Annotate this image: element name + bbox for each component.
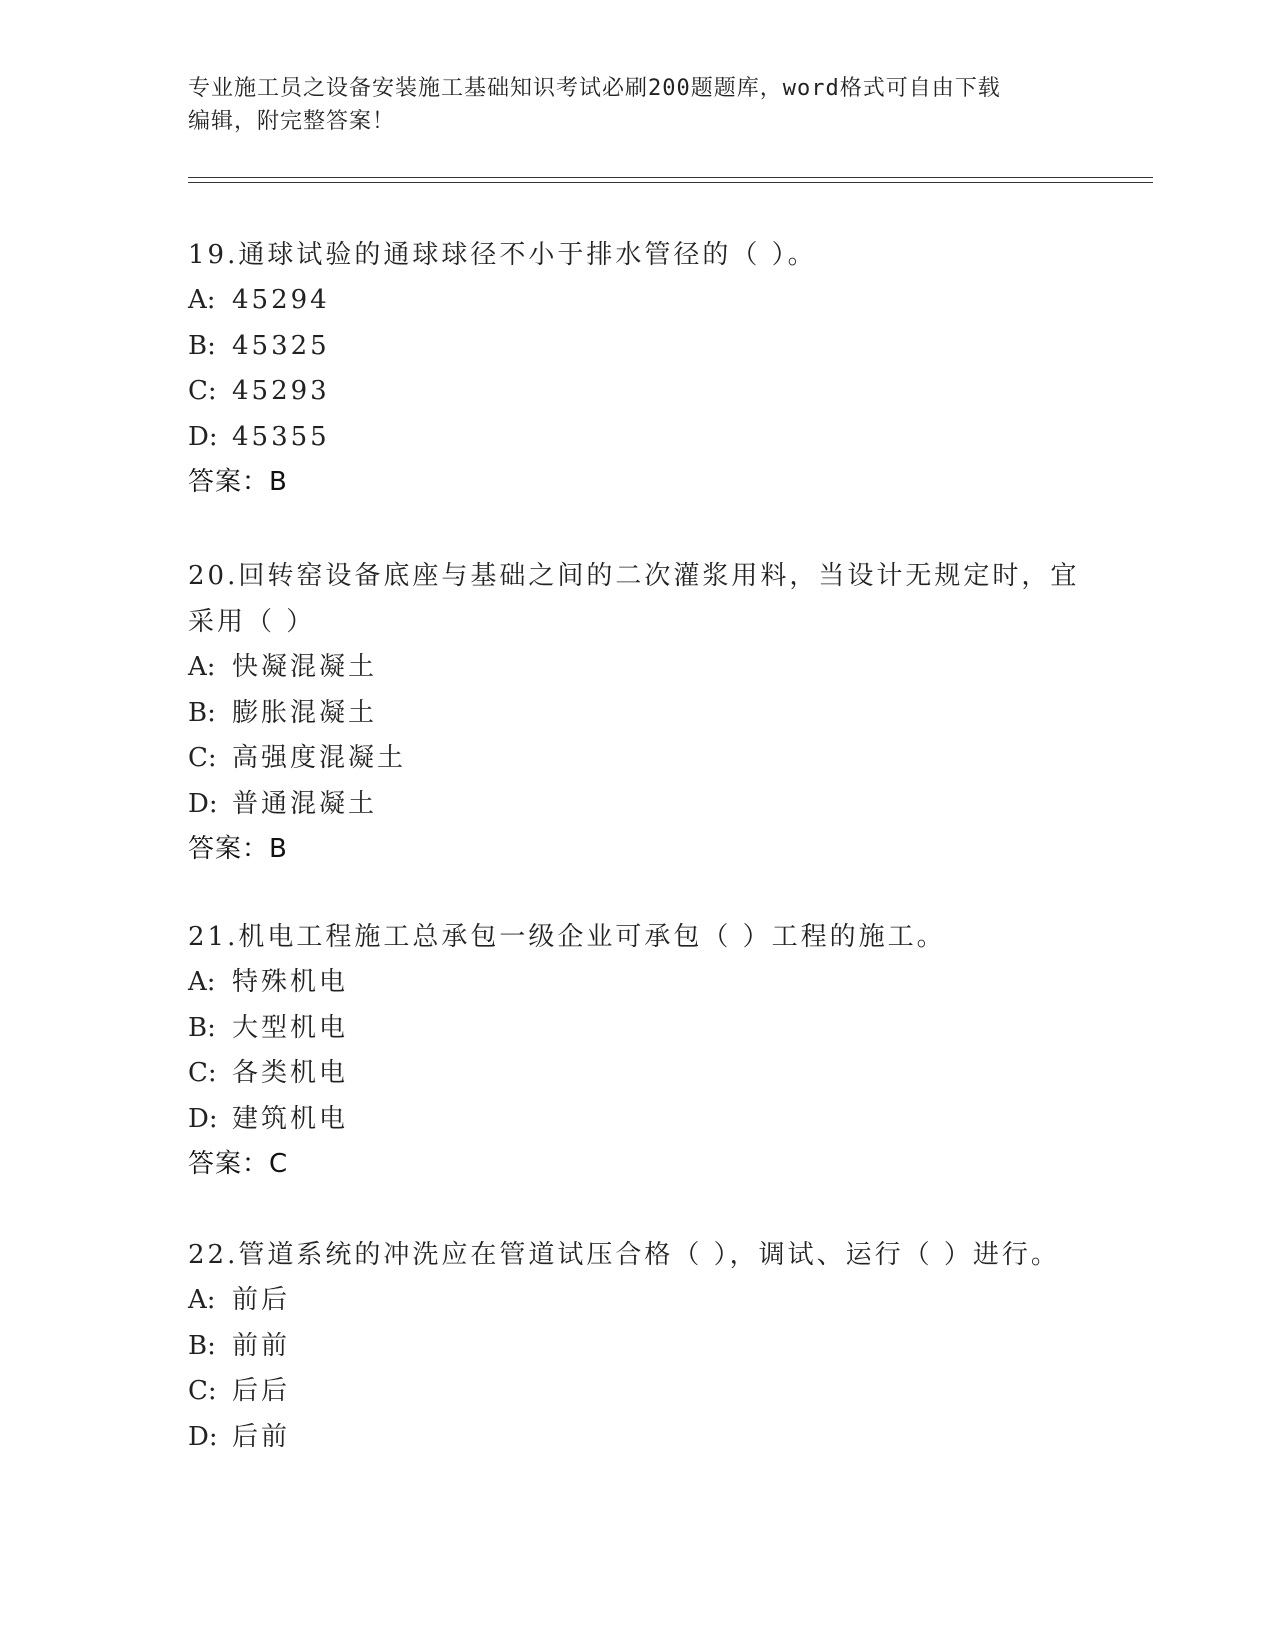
question-stem-line-2: 采用（ ） (188, 607, 316, 637)
option-text: 前后 (232, 1285, 291, 1315)
option-text: 后后 (232, 1376, 291, 1406)
option-d (188, 782, 1088, 828)
option-c (188, 1051, 1088, 1097)
answer-label: 答案：C (188, 1149, 289, 1179)
option-letter: B: (188, 1012, 216, 1043)
option-b (188, 1324, 1088, 1370)
option-letter: C: (188, 1376, 217, 1406)
option-c (188, 369, 1088, 415)
option-text: 后前 (232, 1421, 291, 1452)
option-a (188, 1278, 1088, 1324)
header-title-line-2: 编辑，附完整答案！ (188, 109, 396, 134)
answer-label: 答案：B (188, 467, 288, 497)
option-text: 45293 (232, 376, 330, 406)
option-text: 前前 (232, 1330, 291, 1361)
option-text: 45294 (232, 285, 330, 315)
question-19 (188, 232, 1088, 505)
option-letter: C: (188, 743, 217, 773)
option-a (188, 645, 1088, 691)
option-letter: D: (188, 1103, 218, 1134)
option-letter: B: (188, 697, 216, 728)
option-text: 45325 (232, 330, 330, 361)
answer-label: 答案：B (188, 834, 288, 864)
option-text: 特殊机电 (232, 967, 349, 997)
question-stem: 19.通球试验的通球球径不小于排水管径的（ ）。 (188, 240, 817, 270)
header-divider-top (188, 177, 1153, 178)
option-b (188, 691, 1088, 737)
question-stem: 22.管道系统的冲洗应在管道试压合格（ ），调试、运行（ ）进行。 (188, 1240, 1060, 1270)
question-stem: 21.机电工程施工总承包一级企业可承包（ ）工程的施工。 (188, 922, 946, 952)
option-letter: B: (188, 1330, 216, 1361)
option-d (188, 1097, 1088, 1143)
question-21 (188, 914, 1088, 1187)
option-a (188, 960, 1088, 1006)
option-text: 45355 (232, 421, 330, 452)
option-d (188, 415, 1088, 461)
header-divider-bottom (188, 182, 1153, 183)
option-c (188, 736, 1088, 782)
option-text: 快凝混凝土 (232, 652, 378, 682)
option-b (188, 1006, 1088, 1052)
option-letter: C: (188, 376, 217, 406)
option-text: 高强度混凝土 (232, 743, 407, 773)
option-letter: C: (188, 1058, 217, 1088)
option-text: 大型机电 (232, 1012, 349, 1043)
option-letter: D: (188, 1421, 218, 1452)
question-22 (188, 1232, 1088, 1460)
option-a (188, 278, 1088, 324)
option-letter: D: (188, 788, 218, 819)
option-c (188, 1369, 1088, 1415)
option-letter: A: (188, 285, 216, 315)
option-letter: D: (188, 421, 218, 452)
question-stem-line-1: 20.回转窑设备底座与基础之间的二次灌浆用料，当设计无规定时，宜 (188, 561, 1080, 591)
header-title-line-1: 专业施工员之设备安装施工基础知识考试必刷200题题库，word格式可自由下载 (188, 76, 1001, 101)
question-20 (188, 553, 1088, 872)
option-text: 普通混凝土 (232, 788, 378, 819)
option-text: 建筑机电 (232, 1103, 349, 1134)
option-letter: A: (188, 1285, 216, 1315)
option-b (188, 324, 1088, 370)
option-letter: B: (188, 330, 216, 361)
document-header (188, 72, 1088, 138)
option-letter: A: (188, 652, 216, 682)
option-text: 各类机电 (232, 1058, 349, 1088)
option-text: 膨胀混凝土 (232, 697, 378, 728)
option-letter: A: (188, 967, 216, 997)
option-d (188, 1415, 1088, 1461)
